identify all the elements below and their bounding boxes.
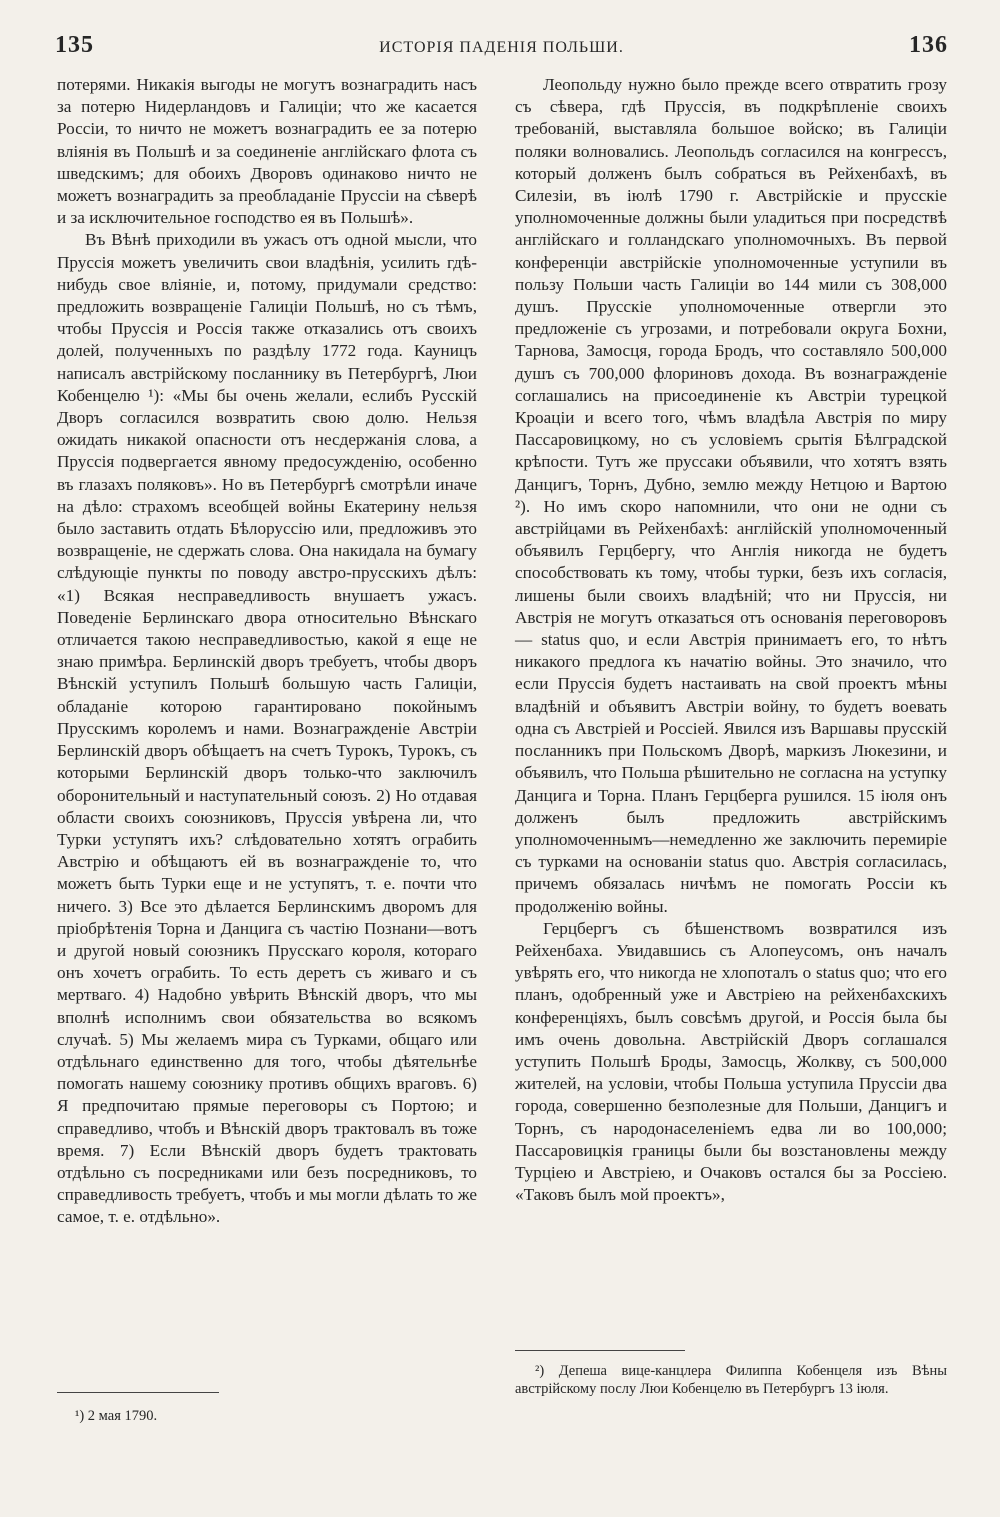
left-page-number: 135 xyxy=(55,32,94,58)
paragraph: Въ Вѣнѣ приходили въ ужасъ отъ одной мысли, что Пруссія можетъ увеличить свои владѣнія, усилить гдѣ-нибудь свое вліяніе, и, потому, придумали средство: предложить возвращеніе Галиціи Польшѣ, но съ тѣмъ, чтобы Пруссія и Россія также отказались отъ своихъ долей, полученныхъ по раздѣлу 1772 года. Кауницъ написалъ австрійскому посланнику въ Петербургѣ, Люи Кобенцелю ¹): «Мы бы очень желали, еслибъ Русскій Дворъ согласился возвратить свою долю. Нельзя ожидать никакой опасности отъ несдержанія слова, а Пруссія подвергается явному предосужденію, особенно въ глазахъ поляковъ». Но въ Петербургѣ смотрѣли иначе на дѣло: страхомъ всеобщей войны Екатерину нельзя было заставить отдать Бѣлоруссію или, предложивъ это возвращеніе, не сдержать слова. Она накидала на бумагу слѣдующіе пункты по поводу австро-прусскихъ дѣлъ: «1) Всякая несправедливость внушаетъ ужасъ. Поведеніе Берлинскаго двора относительно Вѣнскаго отличается такою несправедливостью, какой я еще не знаю примѣра. Берлинскій дворъ требуетъ, чтобы дворъ Вѣнскій уступилъ Польшѣ большую часть Галиціи, обладаніе которою гарантировано покойнымъ Прусскимъ королемъ и нами. Вознагражденіе Австріи Берлинскій дворъ обѣщаетъ на счетъ Турокъ, Турокъ, съ которыми Берлинскій дворъ только-что заключилъ оборонительный и наступательный союзъ. 2) Но отдавая области своихъ союзниковъ, Пруссія увѣрена ли, что Турки уступятъ ихъ? слѣдовательно хотятъ ограбить Австрію и обѣщаютъ ей въ вознагражденіе то, что можетъ быть Турки еще и не уступятъ, т. е. почти что ничего. 3) Все это дѣлается Берлинскимъ дворомъ для пріобрѣтенія Торна и Данцига съ частію Познани—вотъ и другой новый союзникъ Прусскаго короля, котораго онъ хочетъ ограбить. То есть деретъ съ живаго и съ мертваго. 4) Надобно увѣрить Вѣнскій дворъ, что мы вполнѣ исполнимъ свои обязательства во всякомъ случаѣ. 5) Мы желаемъ мира съ Турками, общаго или отдѣльнаго единственно для того, чтобы дѣятельнѣе помогать нашему союзнику противъ общихъ враговъ. 6) Я предпочитаю прямые переговоры съ Портою; и справедливо, чтобъ и Вѣнскій дворъ трактовалъ въ тоже время. 7) Если Вѣнскій дворъ будетъ трактовать отдѣльно съ посредниками или безъ посредниковъ, то справедливость требуетъ, чтобъ и мы могли дѣлать то же самое, т. е. отдѣльно». xyxy=(57,230,477,1227)
right-column xyxy=(515,74,947,1206)
paragraph: потерями. Никакія выгоды не могутъ вознаградить насъ за потерю Нидерландовъ и Галиціи; что же касается Россіи, то ничто не можетъ вознаградить ее за потерю вліянія въ Польшѣ и за соединеніе англійскаго флота съ шведскимъ; для обоихъ Дворовъ одинаково ничто не можетъ вознаградить за преобладаніе Пруссіи на сѣверѣ и за исключительное господство ея въ Польшѣ». xyxy=(57,75,477,228)
paragraph: Леопольду нужно было прежде всего отвратить грозу съ сѣвера, гдѣ Пруссія, въ подкрѣпленіе своихъ требованій, выставляла большое войско; въ Галиціи поляки волновались. Леопольдъ согласился на конгрессъ, который долженъ былъ собраться въ Рейхенбахѣ, въ Силезіи, въ іюлѣ 1790 г. Австрійскіе и прусскіе уполномоченные должны были уладиться при посредствѣ англійскаго и голландскаго уполномочныхъ. Въ первой конференціи австрійскіе уполномоченные уступили въ пользу Польши часть Галиціи во 144 мили съ 308,000 душъ. Прусскіе уполномоченные отвергли это предложеніе съ угрозами, и потребовали округа Бохни, Тарнова, Замосця, города Бродъ, что составляло 500,000 душъ съ 700,000 флориновъ дохода. Въ вознагражденіе соглашались на присоединеніе къ Австріи турецкой Кроаціи и всего того, чѣмъ владѣла Австрія по миру Пассаровицкому, но съ условіемъ срытія Бѣлградской крѣпости. Тутъ же пруссаки объявили, что хотятъ взять Данцигъ, Торнъ, Дубно, землю между Нетцою и Вартою ²). Но имъ скоро напомнили, что они не одни съ австрійцами въ Рейхенбахѣ: англійскій уполномоченный объявилъ Герцбергу, что Англія никогда не будетъ способствовать къ тому, чтобы турки, безъ ихъ согласія, лишены были своихъ владѣній; что ни Пруссія, ни Австрія не могутъ отказаться отъ основанія переговоровъ — status quo, и если Австрія принимаетъ его, то нѣтъ никакого предлога къ начатію войны. Это значило, что если Пруссія будетъ настаивать на свой проектъ мѣны владѣній и объявитъ Австріи войну, то будетъ воевать одна съ Австріей и Россіей. Явился изъ Варшавы прусскій посланникъ при Польскомъ Дворѣ, маркизъ Люкезини, и объявилъ, что Польша рѣшительно не согласна на уступку Данцига и Торна. Планъ Герцберга рушился. 15 іюля онъ долженъ былъ предложить австрійскимъ уполномоченнымъ—немедленно же заключить перемиріе съ турками на основаніи status quo. Австрія согласилась, причемъ обязалась ничѣмъ не помогать Россіи къ продолженію войны. xyxy=(515,75,947,916)
footnote-rule xyxy=(57,1392,219,1393)
footnote-rule xyxy=(515,1350,685,1351)
left-column xyxy=(57,74,477,1229)
page-header xyxy=(55,32,948,66)
right-page-number: 136 xyxy=(908,32,948,58)
running-title: ИСТОРІЯ ПАДЕНІЯ ПОЛЬШИ. xyxy=(379,39,624,56)
footnote: ²) Депеша вице-канцлера Филиппа Кобенцеля изъ Вѣны австрійскому послу Люи Кобенцелю въ Петербургъ 13 іюля. xyxy=(515,1363,947,1397)
paragraph: Герцбергъ съ бѣшенствомъ возвратился изъ Рейхенбаха. Увидавшись съ Алопеусомъ, онъ началъ увѣрять его, что никогда не хлопоталъ о status quo; что его планъ, одобренный уже и Австріею на рейхенбахскихъ конференціяхъ, былъ совсѣмъ другой, и Россія была бы имъ очень довольна. Австрійскій Дворъ соглашался уступить Польшѣ Броды, Замосць, Жолкву, съ 500,000 жителей, на условіи, чтобы Польша уступила Пруссіи два города, совершенно безполезные для Польши, Данцигъ и Торнъ, съ народонаселеніемъ едва ли во 100,000; Пассаровицкія границы были бы возстановлены между Турціею и Австріею, и Очаковъ остался бы за Россіею. «Таковъ былъ мой проектъ», xyxy=(515,918,947,1205)
footnote: ¹) 2 мая 1790. xyxy=(75,1408,158,1424)
